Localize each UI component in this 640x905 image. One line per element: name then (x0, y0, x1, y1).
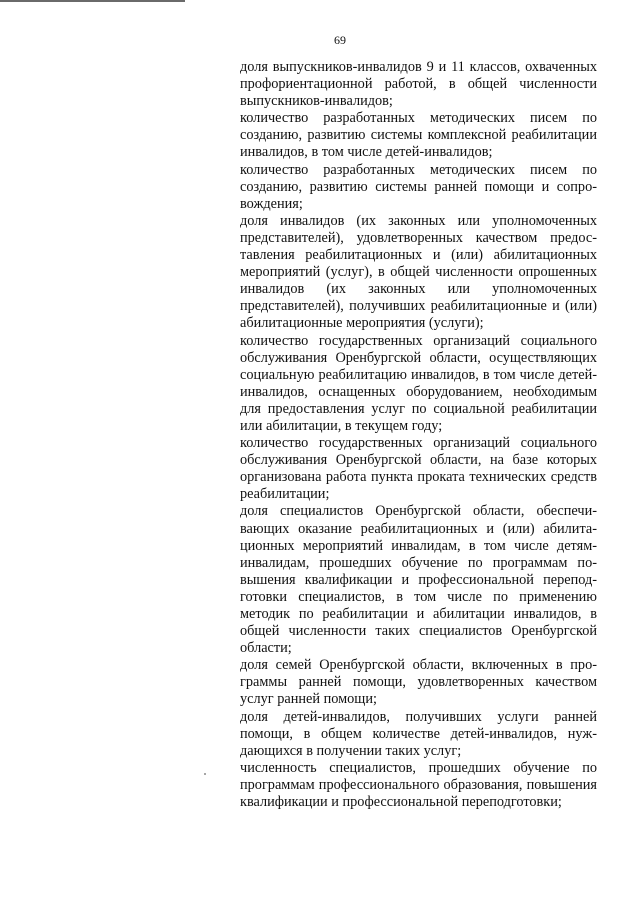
paragraph: доля инвалидов (их законных или уполномоченных представителей), удовлетворенных качеством предоставления реабилитационных и (или) абилитационных мероприятий (услуг), в общей численности опрошенных инвалидов (их законных или уполномоченных представителей), получивших реабилитационные и (или) абилитационные мероприятия (услуги); (240, 212, 597, 332)
paragraph: количество разработанных методических писем по созданию, развитию системы комплексной реабилитации инвалидов, в том числе детей-инвалидов; (240, 110, 597, 161)
paragraph: доля семей Оренбургской области, включенных в программы ранней помощи, удовлетворенных качеством услуг ранней помощи; (240, 657, 597, 708)
body-text (240, 59, 597, 811)
paragraph: численность специалистов, прошедших обучение по программам профессионального образования, повышения квалификации и профессиональной переподготовки; (240, 759, 597, 811)
paragraph: количество разработанных методических писем по созданию, развитию системы ранней помощи и сопровождения; (240, 161, 597, 212)
paragraph: доля выпускников-инвалидов 9 и 11 классов, охваченных профориентационной работой, в общей численности выпускников-инвалидов; (240, 59, 597, 110)
paragraph: количество государственных организаций социального обслуживания Оренбургской области, на базе которых организована работа пункта проката технических средств реабилитации; (240, 435, 597, 503)
page-number: 69 (334, 33, 346, 47)
paragraph: доля детей-инвалидов, получивших услуги ранней помощи, в общем количестве детей-инвалидов, нуждающихся в получении таких услуг; (240, 708, 597, 759)
scan-speck (204, 773, 206, 775)
header-rule (0, 0, 185, 2)
paragraph: доля специалистов Оренбургской области, обеспечивающих оказание реабилитационных и (или) абилитационных мероприятий инвалидам, в том числе детям-инвалидам, прошедших обучение по программам повышения квалификации и профессиональной переподготовки специалистов, в том числе по применению методик по реабилитации и абилитации инвалидов, в общей численности таких специалистов Оренбургской области; (240, 503, 597, 657)
paragraph: количество государственных организаций социального обслуживания Оренбургской области, осуществляющих социальную реабилитацию инвалидов, в том числе детей-инвалидов, оснащенных оборудованием, необходимым для предоставления услуг по социальной реабилитации или абилитации, в текущем году; (240, 332, 597, 434)
